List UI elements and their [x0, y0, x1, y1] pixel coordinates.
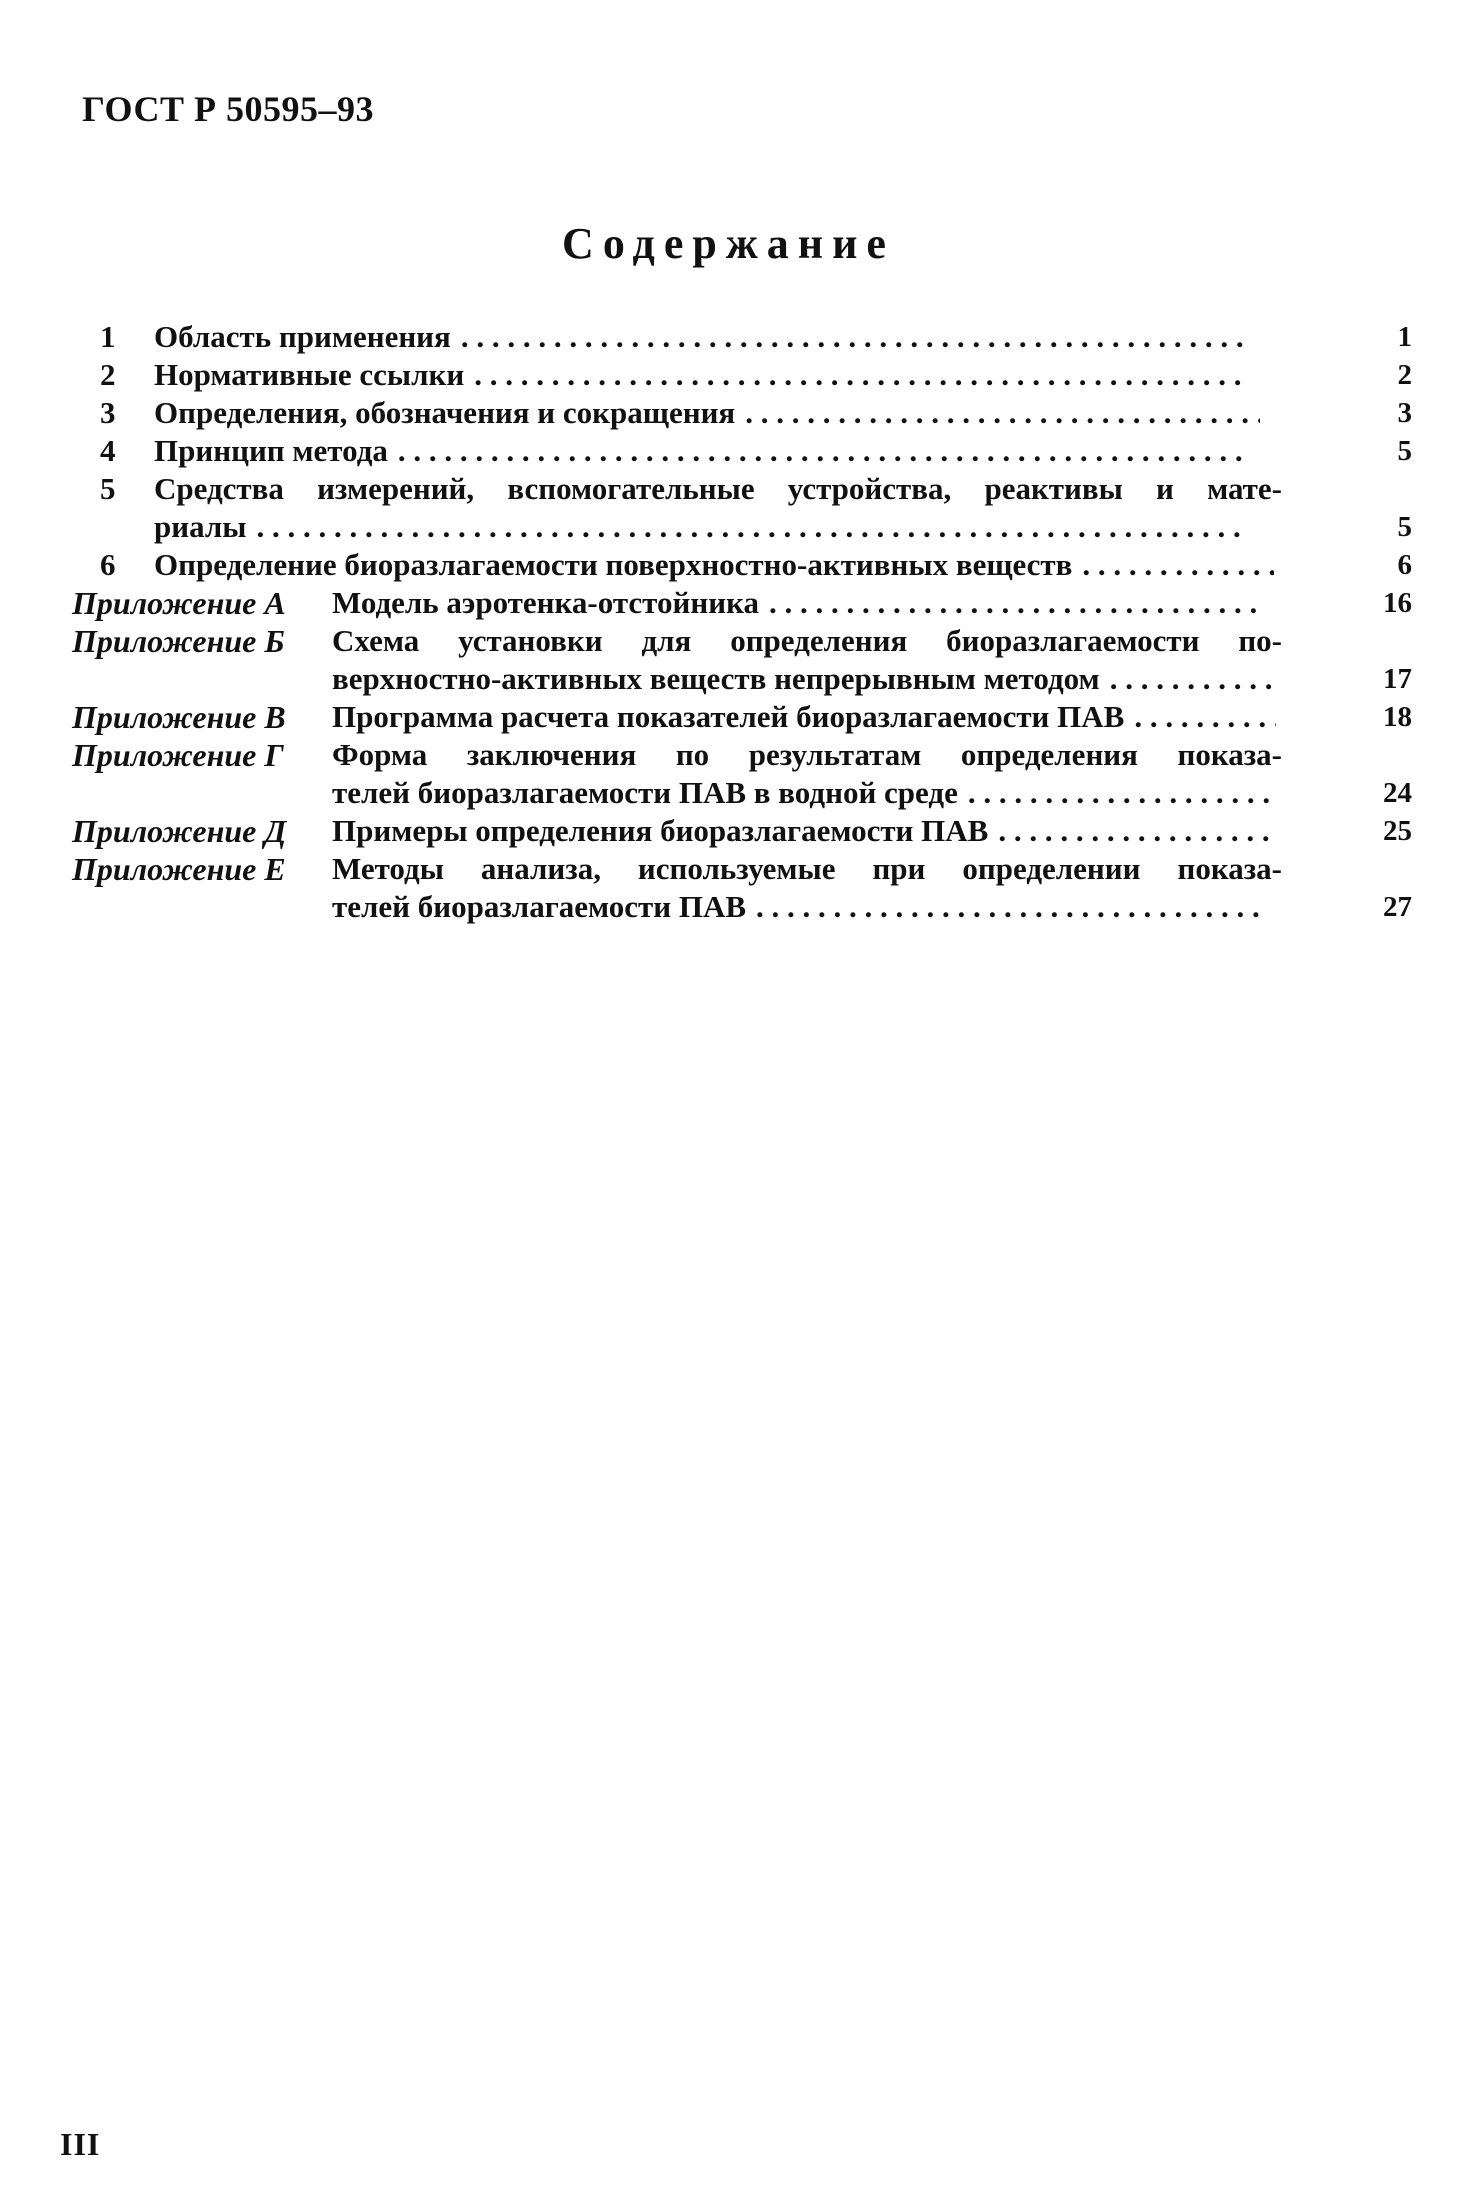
page-number: III: [60, 2126, 101, 2162]
toc-item-number: 6: [100, 547, 116, 582]
toc-item-1[interactable]: [72, 318, 1412, 356]
toc-item-title: Область применения: [154, 319, 451, 354]
toc-item-title: Определение биоразлагаемости поверхностно-активных веществ: [154, 547, 1073, 582]
toc-appendix-b[interactable]: [72, 622, 1412, 698]
toc-item-title: Определения, обозначения и сокращения: [154, 395, 736, 430]
leader-dots: [398, 432, 1245, 470]
toc-item-page: 1: [1397, 321, 1412, 353]
appendix-label: Приложение В: [72, 699, 286, 735]
toc-item-title-line: риалы: [154, 509, 247, 544]
toc-item-page: 5: [1397, 435, 1412, 467]
appendix-title: Программа расчета показателей биоразлагаемости ПАВ: [332, 699, 1125, 734]
toc-item-page: 5: [1397, 511, 1412, 543]
appendix-label: Приложение А: [72, 585, 286, 621]
leader-dots: [769, 584, 1261, 622]
leader-dots: [756, 888, 1260, 926]
toc-item-page: 17: [1383, 663, 1412, 695]
leader-dots: [968, 774, 1269, 812]
appendix-title-line: телей биоразлагаемости ПАВ: [332, 889, 747, 924]
document-code: ГОСТ Р 50595–93: [82, 89, 374, 129]
toc-appendix-v[interactable]: [72, 698, 1412, 736]
appendix-title-line: Схема установки для определения биоразлагаемости по-: [332, 623, 1282, 658]
toc-item-6[interactable]: [72, 546, 1412, 584]
toc-title: Содержание: [562, 219, 895, 268]
appendix-title-line: Методы анализа, используемые при определении показа-: [332, 851, 1282, 886]
appendix-label: Приложение Б: [72, 623, 285, 659]
toc-item-page: 6: [1397, 549, 1412, 581]
toc-appendix-g[interactable]: [72, 736, 1412, 812]
toc-item-title: Нормативные ссылки: [154, 357, 465, 392]
toc-appendix-a[interactable]: [72, 584, 1412, 622]
toc-item-page: 3: [1397, 397, 1412, 429]
leader-dots: [256, 508, 1239, 546]
leader-dots: [1110, 660, 1275, 698]
leader-dots: [474, 356, 1248, 394]
appendix-label: Приложение Г: [72, 737, 284, 773]
leader-dots: [745, 394, 1260, 432]
toc-item-number: 5: [100, 471, 116, 506]
toc-item-number: 1: [100, 319, 116, 354]
leader-dots: [998, 812, 1270, 850]
appendix-label: Приложение Д: [72, 813, 287, 849]
appendix-title: Примеры определения биоразлагаемости ПАВ: [332, 813, 989, 848]
toc-item-4[interactable]: [72, 432, 1412, 470]
leader-dots: [1134, 698, 1276, 736]
appendix-label: Приложение Е: [72, 851, 286, 887]
leader-dots: [461, 318, 1248, 356]
toc-item-page: 25: [1383, 815, 1412, 847]
appendix-title-line: Форма заключения по результатам определения показа-: [332, 737, 1282, 772]
toc-item-5[interactable]: [72, 470, 1412, 546]
toc-item-page: 27: [1383, 891, 1412, 923]
toc-item-page: 18: [1383, 701, 1412, 733]
toc-item-number: 2: [100, 357, 116, 392]
appendix-title: Модель аэротенка-отстойника: [332, 585, 759, 620]
toc-item-page: 16: [1383, 587, 1412, 619]
appendix-title-line: телей биоразлагаемости ПАВ в водной среде: [332, 775, 958, 810]
toc-item-page: 24: [1383, 777, 1412, 809]
table-of-contents: [72, 318, 1412, 926]
toc-item-number: 3: [100, 395, 116, 430]
toc-item-page: 2: [1397, 359, 1412, 391]
toc-item-number: 4: [100, 433, 116, 468]
toc-appendix-e[interactable]: [72, 850, 1412, 926]
toc-item-title-line: Средства измерений, вспомогательные устройства, реактивы и мате-: [154, 471, 1282, 506]
toc-item-title: Принцип метода: [154, 433, 388, 468]
toc-item-2[interactable]: [72, 356, 1412, 394]
toc-appendix-d[interactable]: [72, 812, 1412, 850]
appendix-title-line: верхностно-активных веществ непрерывным методом: [332, 661, 1100, 696]
leader-dots: [1082, 546, 1273, 584]
toc-item-3[interactable]: [72, 394, 1412, 432]
